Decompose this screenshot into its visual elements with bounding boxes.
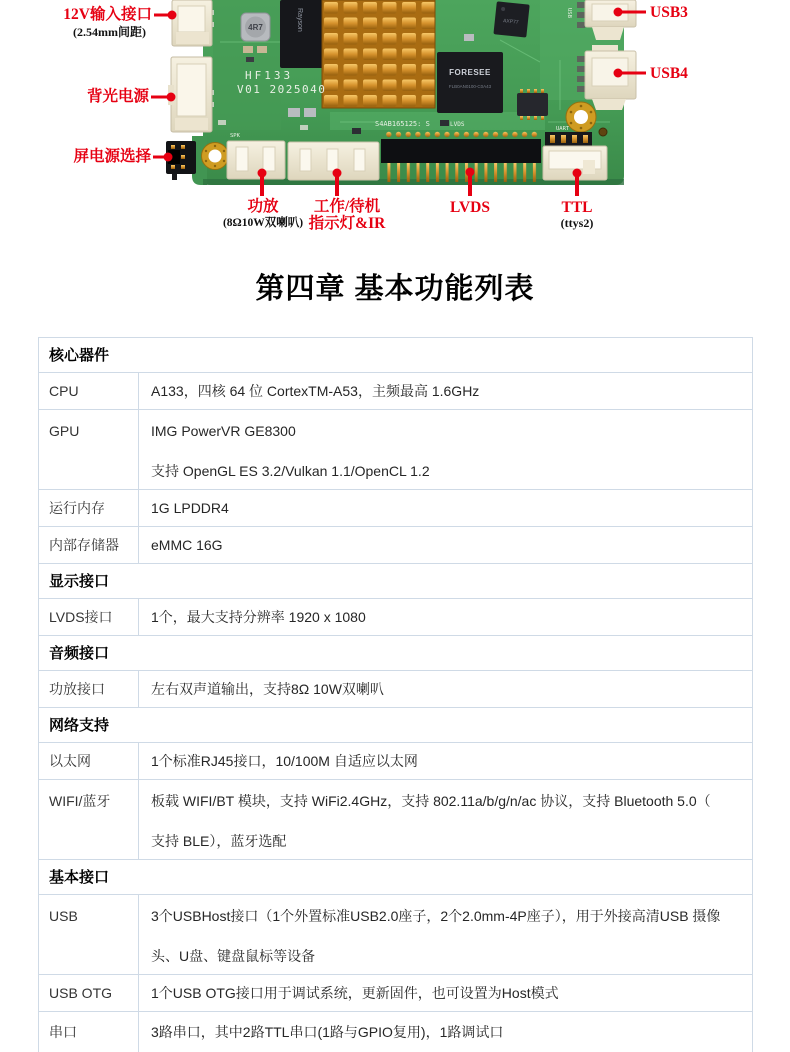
row-value-line: eMMC 16G bbox=[151, 537, 223, 553]
row-value bbox=[139, 1012, 752, 1052]
table-section-row: 显示接口 bbox=[39, 564, 752, 599]
mounting-hole-left bbox=[202, 143, 229, 170]
label-amplifier: 功放 bbox=[247, 198, 279, 215]
row-value bbox=[139, 410, 752, 489]
silkscreen-serial: S4AB165125: S bbox=[375, 120, 430, 128]
silkscreen-version: V01 2025040 bbox=[237, 83, 327, 96]
table-row bbox=[39, 527, 752, 564]
soic-chip bbox=[517, 89, 548, 120]
label-ttl: TTL bbox=[561, 199, 593, 216]
row-label: USB bbox=[39, 895, 139, 974]
row-value bbox=[139, 895, 752, 974]
connector-12v bbox=[172, 0, 212, 46]
row-value-line: 1个标准RJ45接口，10/100M 自适应以太网 bbox=[151, 753, 418, 769]
table-row bbox=[39, 671, 752, 708]
row-value-line: 头、U盘、键盘鼠标等设备 bbox=[151, 948, 316, 964]
emmc-chip-pn: FLB0AN0100-C0A43 bbox=[448, 84, 492, 89]
row-value-line: 支持 OpenGL ES 3.2/Vulkan 1.1/OpenCL 1.2 bbox=[151, 463, 430, 479]
row-value bbox=[139, 527, 752, 563]
table-section-row: 音频接口 bbox=[39, 636, 752, 671]
silkscreen-lvds: LVDS bbox=[450, 121, 465, 128]
row-value-line: IMG PowerVR GE8300 bbox=[151, 423, 296, 439]
label-lvds: LVDS bbox=[450, 199, 490, 216]
emmc-chip bbox=[437, 52, 503, 113]
spec-table bbox=[38, 337, 753, 1052]
row-label: LVDS接口 bbox=[39, 599, 139, 635]
table-row bbox=[39, 490, 752, 527]
table-row bbox=[39, 373, 752, 410]
silkscreen-usb: USB bbox=[566, 8, 572, 18]
silkscreen-spk: SPK bbox=[230, 133, 240, 139]
table-section-row: 基本接口 bbox=[39, 860, 752, 895]
row-label: 以太网 bbox=[39, 743, 139, 779]
table-row bbox=[39, 895, 752, 975]
row-value bbox=[139, 975, 752, 1011]
label-ttl-sub: (ttys2) bbox=[560, 216, 594, 230]
ram-chip bbox=[280, 0, 325, 68]
row-value bbox=[139, 599, 752, 635]
label-12v-input: 12V输入接口 bbox=[63, 6, 152, 23]
table-row bbox=[39, 410, 752, 490]
label-status-led-line2: 指示灯&IR bbox=[308, 215, 386, 232]
row-value-line: 板载 WIFI/BT 模块，支持 WiFi2.4GHz，支持 802.11a/b/g/n/ac 协议，支持 Bluetooth 5.0（ bbox=[151, 793, 711, 809]
row-value-line: 3个USBHost接口（1个外置标准USB2.0座子，2个2.0mm-4P座子），用于外接高清USB 摄像 bbox=[151, 908, 721, 924]
pmic-chip bbox=[493, 1, 529, 37]
row-label: 串口 bbox=[39, 1012, 139, 1052]
pcb-figure bbox=[0, 0, 790, 240]
lvds-header bbox=[381, 129, 541, 182]
row-value bbox=[139, 373, 752, 409]
table-section-row: 网络支持 bbox=[39, 708, 752, 743]
chapter-heading: 第四章 基本功能列表 bbox=[255, 273, 535, 305]
table-row bbox=[39, 1012, 752, 1052]
label-status-led-line1: 工作/待机 bbox=[313, 198, 381, 215]
ram-chip-label: Rayson bbox=[296, 8, 303, 32]
row-value bbox=[139, 743, 752, 779]
row-value bbox=[139, 780, 752, 859]
table-row bbox=[39, 780, 752, 860]
row-value-line: 1个USB OTG接口用于调试系统，更新固件，也可设置为Host模式 bbox=[151, 985, 559, 1001]
row-label: 功放接口 bbox=[39, 671, 139, 707]
label-amplifier-sub: (8Ω10W双喇叭) bbox=[222, 217, 304, 229]
inductor-label: 4R7 bbox=[248, 23, 263, 32]
row-value-line: 左右双声道输出，支持8Ω 10W双喇叭 bbox=[151, 681, 384, 697]
row-label: CPU bbox=[39, 373, 139, 409]
emmc-chip-label: FORESEE bbox=[449, 68, 491, 77]
pmic-chip-label: AXP77 bbox=[502, 18, 519, 26]
connector-speaker bbox=[227, 141, 285, 179]
label-backlight-power: 背光电源 bbox=[86, 88, 149, 105]
silkscreen-uart: UART bbox=[556, 126, 570, 132]
table-row bbox=[39, 599, 752, 636]
row-label: USB OTG bbox=[39, 975, 139, 1011]
label-12v-input-sub: (2.54mm间距) bbox=[73, 25, 146, 39]
inductor bbox=[241, 13, 270, 41]
table-row bbox=[39, 975, 752, 1012]
label-usb4: USB4 bbox=[650, 65, 688, 82]
row-value-line: 1个，最大支持分辨率 1920 x 1080 bbox=[151, 609, 366, 625]
row-value-line: 支持 BLE），蓝牙选配 bbox=[151, 833, 287, 849]
row-value bbox=[139, 490, 752, 526]
row-value bbox=[139, 671, 752, 707]
row-label: WIFI/蓝牙 bbox=[39, 780, 139, 859]
row-value-line: A133，四核 64 位 CortexTM-A53，主频最高 1.6GHz bbox=[151, 383, 480, 399]
table-section-row: 核心器件 bbox=[39, 338, 752, 373]
row-value-line: 1G LPDDR4 bbox=[151, 500, 229, 516]
connector-usb4 bbox=[585, 45, 636, 110]
silkscreen-model: HF133 bbox=[245, 69, 294, 82]
row-label: GPU bbox=[39, 410, 139, 489]
table-row bbox=[39, 743, 752, 780]
row-value-line: 3路串口，其中2路TTL串口(1路与GPIO复用)，1路调试口 bbox=[151, 1024, 504, 1040]
label-usb3: USB3 bbox=[650, 4, 688, 21]
row-label: 内部存储器 bbox=[39, 527, 139, 563]
row-label: 运行内存 bbox=[39, 490, 139, 526]
heatsink bbox=[322, 0, 435, 108]
label-screen-power-select: 屏电源选择 bbox=[73, 148, 151, 165]
